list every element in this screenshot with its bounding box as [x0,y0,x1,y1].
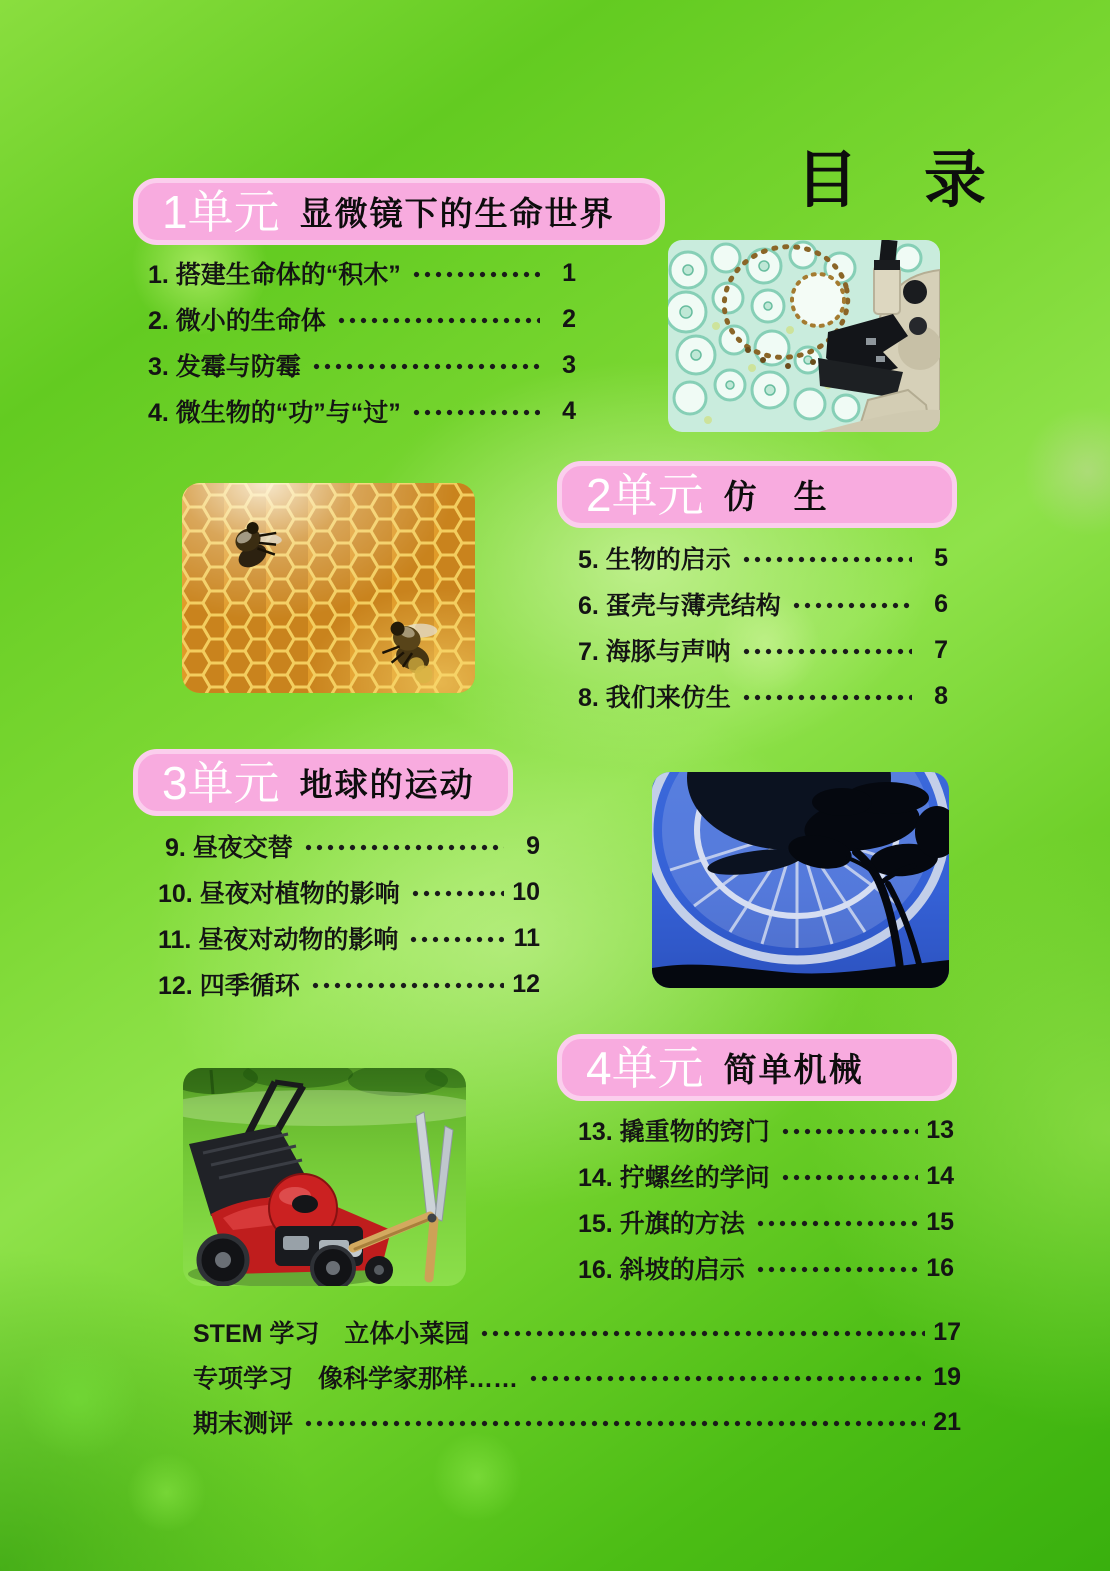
entry-label: 4. 微生物的“功”与“过” [148,399,401,427]
page-number: 6 [934,589,948,618]
toc-entry[interactable] [578,681,948,711]
toc-entry[interactable] [578,1161,954,1191]
unit-number: 1单元 [162,185,280,238]
toc-entry[interactable] [193,1362,961,1392]
unit-number: 2单元 [586,468,704,521]
unit-3-banner [133,749,513,816]
entry-label: 8. 我们来仿生 [578,684,731,712]
dot-leader [309,350,540,380]
page-number: 16 [926,1253,954,1282]
day-night-illustration-photo [652,772,949,988]
dot-leader [409,396,540,426]
unit-3-entries [158,831,540,1015]
bees-honeycomb-photo [182,483,475,693]
dot-leader [753,1207,918,1237]
page-number: 10 [512,877,540,906]
day-night-illustration [652,772,949,988]
toc-entry[interactable] [578,1253,954,1283]
entry-label: 6. 蛋壳与薄壳结构 [578,592,781,620]
entry-label: 1. 搭建生命体的“积木” [148,261,401,289]
entry-label: 12. 四季循环 [158,972,300,1000]
dot-leader [409,258,540,288]
page-number: 21 [933,1407,961,1436]
page-number: 9 [526,831,540,860]
lawnmower-shears-illustration [183,1068,466,1286]
dot-leader [406,923,504,953]
toc-entry[interactable] [148,396,576,426]
page-number: 13 [926,1115,954,1144]
unit-title: 显微镜下的生命世界 [299,195,615,232]
unit-1-banner [133,178,665,245]
unit-number: 4单元 [586,1041,704,1094]
unit-1-entries [148,258,576,442]
toc-entry[interactable] [578,635,948,665]
dot-leader [739,681,912,711]
page-number: 19 [933,1362,961,1391]
dot-leader [477,1317,925,1347]
dot-leader [753,1253,918,1283]
entry-label: STEM 学习 立体小菜园 [193,1320,470,1348]
entry-label: 5. 生物的启示 [578,546,731,574]
page-title: 目 录 [796,146,989,215]
toc-entry[interactable] [148,350,576,380]
dot-leader [408,877,504,907]
unit-2-banner [557,461,957,528]
entry-label: 9. 昼夜交替 [158,834,293,862]
bees-honeycomb-illustration [182,483,475,693]
entry-label: 3. 发霉与防霉 [148,353,301,381]
toc-entry[interactable] [158,877,540,907]
toc-entry[interactable] [158,923,540,953]
lawnmower-shears-photo [183,1068,466,1286]
microscope-illustration [668,240,940,432]
unit-number: 3单元 [162,756,280,809]
unit-title: 仿 生 [723,478,829,515]
microscope-photo [668,240,940,432]
toc-entry[interactable] [148,258,576,288]
unit-4-entries [578,1115,954,1299]
page-number: 14 [926,1161,954,1190]
page-number: 1 [562,258,576,287]
entry-label: 7. 海豚与声呐 [578,638,731,666]
unit-title: 简单机械 [723,1051,864,1088]
entry-label: 13. 撬重物的窍门 [578,1118,770,1146]
unit-2-entries [578,543,948,727]
toc-entry[interactable] [158,969,540,999]
page-number: 15 [926,1207,954,1236]
toc-entry[interactable] [158,831,540,861]
dot-leader [334,304,540,334]
entry-label: 期末测评 [193,1410,294,1438]
toc-entry[interactable] [148,304,576,334]
page-number: 3 [562,350,576,379]
entry-label: 14. 拧螺丝的学问 [578,1164,770,1192]
entry-label: 专项学习 像科学家那样…… [193,1365,519,1393]
entry-label: 16. 斜坡的启示 [578,1256,745,1284]
page-number: 7 [934,635,948,664]
entry-label: 11. 昼夜对动物的影响 [158,926,399,954]
page-number: 11 [513,923,540,952]
dot-leader [301,831,504,861]
toc-entry[interactable] [578,1207,954,1237]
dot-leader [789,589,912,619]
dot-leader [308,969,504,999]
unit-4-banner [557,1034,957,1101]
page-number: 4 [562,396,576,425]
toc-entry[interactable] [193,1407,961,1437]
toc-entry[interactable] [193,1317,961,1347]
unit-title: 地球的运动 [299,766,475,803]
toc-entry[interactable] [578,543,948,573]
dot-leader [778,1161,918,1191]
entry-label: 10. 昼夜对植物的影响 [158,880,400,908]
dot-leader [526,1362,925,1392]
entry-label: 15. 升旗的方法 [578,1210,745,1238]
page-number: 17 [933,1317,961,1346]
dot-leader [739,543,912,573]
page-number: 2 [562,304,576,333]
toc-entry[interactable] [578,1115,954,1145]
page-number: 12 [512,969,540,998]
page-number: 8 [934,681,948,710]
toc-entry[interactable] [578,589,948,619]
dot-leader [301,1407,925,1437]
entry-label: 2. 微小的生命体 [148,307,326,335]
page-number: 5 [934,543,948,572]
dot-leader [739,635,912,665]
footer-entries [193,1317,961,1452]
dot-leader [778,1115,918,1145]
